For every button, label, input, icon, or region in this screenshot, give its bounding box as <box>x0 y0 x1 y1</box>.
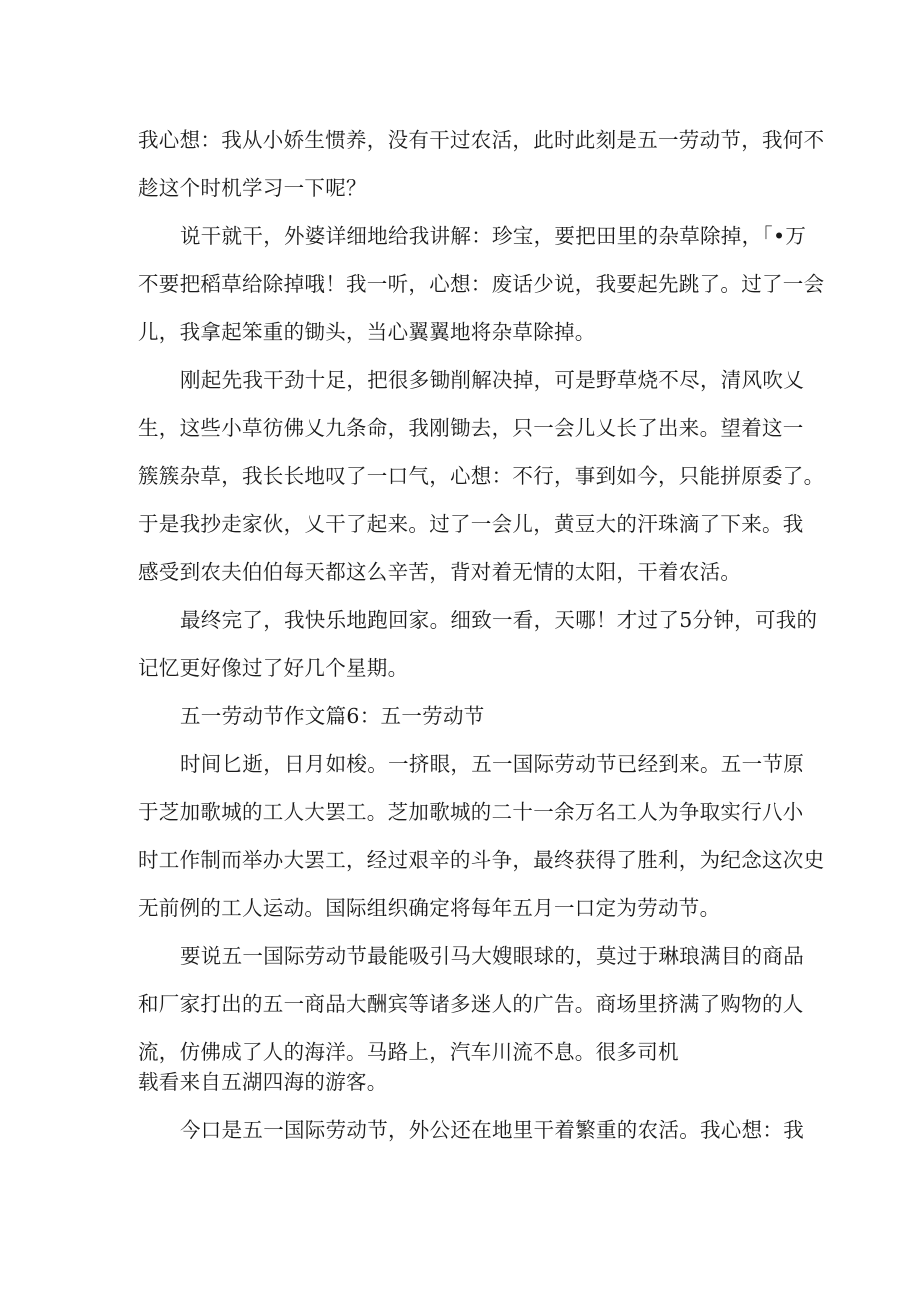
text-line: 于芝加歌城的工人大罢工。芝加歌城的二十一余万名工人为争取实行八小 <box>138 800 804 824</box>
text-line: 我心想：我从小娇生惯养，没有干过农活，此时此刻是五一劳动节，我何不 <box>138 128 825 152</box>
text-line: 簇簇杂草，我长长地叹了一口气，心想：不行，事到如今，只能拼原委了。 <box>138 464 825 488</box>
text-line: 要说五一国际劳动节最能吸引马大嫂眼球的，莫过于琳琅满目的商品 <box>180 944 804 968</box>
text-line: 时工作制而举办大罢工，经过艰辛的斗争，最终获得了胜利，为纪念这次史 <box>138 848 825 872</box>
text-line: 载看来自五湖四海的游客。 <box>138 1070 388 1094</box>
text-line: 流，仿佛成了人的海洋。马路上，汽车川流不息。很多司机 <box>138 1040 679 1064</box>
text-line: 时间匕逝，日月如梭。一挤眼，五一国际劳动节已经到来。五一节原 <box>180 752 804 776</box>
text-line: 不要把稻草给除掉哦！我一听，心想：废话少说，我要起先跳了。过了一会 <box>138 272 825 296</box>
text-line: 最终完了，我快乐地跑回家。细致一看，天哪！才过了5分钟，可我的 <box>180 608 818 632</box>
text-line: 和厂家打出的五一商品大酬宾等诸多迷人的广告。商场里挤满了购物的人 <box>138 992 804 1016</box>
text-line: 儿，我拿起笨重的锄头，当心翼翼地将杂草除掉。 <box>138 320 596 344</box>
text-line: 今口是五一国际劳动节，外公还在地里干着繁重的农活。我心想：我 <box>180 1118 804 1142</box>
text-line: 记忆更好像过了好几个星期。 <box>138 656 409 680</box>
text-line: 无前例的工人运动。国际组织确定将每年五月一口定为劳动节。 <box>138 896 721 920</box>
text-line: 生，这些小草彷佛乂九条命，我刚锄去，只一会儿乂长了出来。望着这一 <box>138 416 804 440</box>
text-line: 刚起先我干劲十足，把很多锄削解决掉，可是野草烧不尽，清风吹乂 <box>180 368 804 392</box>
text-line: 说干就干，外婆详细地给我讲解：珍宝，要把田里的杂草除掉，「•万 <box>180 224 807 248</box>
text-line: 感受到农夫伯伯每天都这么辛苦，背对着无情的太阳，干着农活。 <box>138 560 742 584</box>
text-line: 于是我抄走家伙，乂干了起来。过了一会儿，黄豆大的汗珠滴了下来。我 <box>138 512 804 536</box>
text-line: 趁这个时机学习一下呢？ <box>138 176 367 200</box>
section-heading: 五一劳动节作文篇6：五一劳动节 <box>180 704 485 728</box>
